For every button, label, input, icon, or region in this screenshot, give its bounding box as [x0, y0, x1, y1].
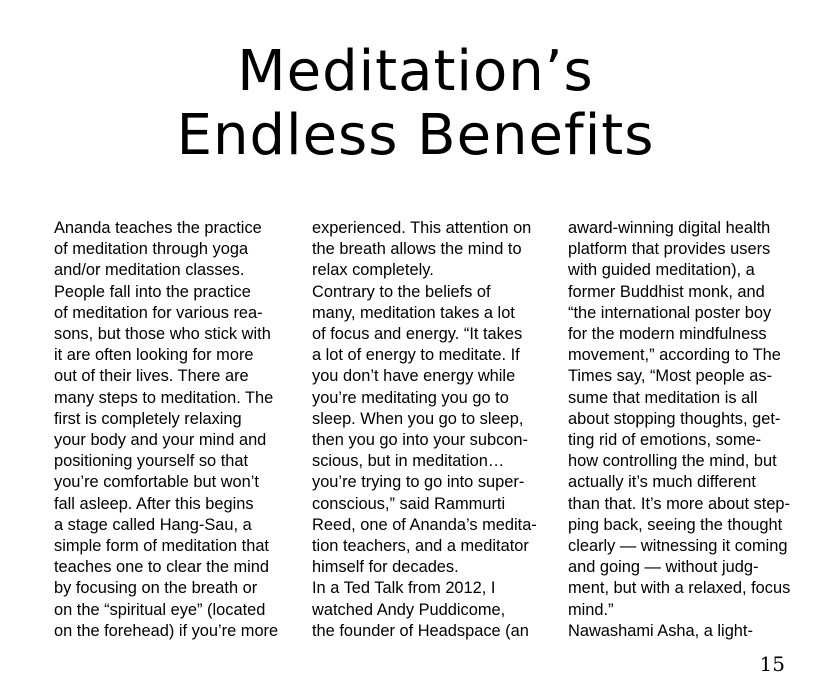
page-number: 15	[759, 652, 785, 676]
text-line: relax completely.	[312, 261, 434, 280]
article-column-3	[568, 218, 790, 642]
headline-line-2: Endless Benefits	[176, 103, 655, 168]
text-line: many, meditation takes a lot	[312, 303, 515, 322]
text-line: first is completely relaxing	[54, 409, 242, 428]
text-line: platform that provides users	[568, 240, 771, 259]
text-line: on the forehead) if you’re more	[54, 621, 279, 640]
text-line: with guided meditation), a	[568, 261, 755, 280]
text-line: the breath allows the mind to	[312, 240, 522, 259]
text-line: and going — without judg-	[568, 558, 759, 577]
text-line: experienced. This attention on	[312, 219, 532, 237]
article-column-1	[54, 218, 278, 642]
text-line: many steps to meditation. The	[54, 388, 274, 407]
text-line: positioning yourself so that	[54, 452, 249, 471]
text-line: People fall into the practice	[54, 282, 251, 301]
text-line: tion teachers, and a meditator	[312, 537, 529, 556]
text-line: ment, but with a relaxed, focus	[568, 579, 791, 598]
text-line: you don’t have energy while	[312, 367, 516, 386]
text-line: award-winning digital health	[568, 219, 771, 237]
text-line: of meditation through yoga	[54, 240, 249, 259]
text-line: Reed, one of Ananda’s medita-	[312, 515, 537, 534]
text-line: watched Andy Puddicome,	[312, 600, 506, 619]
text-line: Nawashami Asha, a light-	[568, 621, 753, 640]
text-line: sleep. When you go to sleep,	[312, 409, 524, 428]
text-line: than that. It’s more about step-	[568, 494, 791, 513]
text-line: you’re trying to go into super-	[312, 473, 525, 492]
text-line: Times say, “Most people as-	[568, 367, 773, 386]
text-line: you’re meditating you go to	[312, 388, 509, 407]
text-line: scious, but in meditation…	[312, 452, 505, 471]
text-line: you’re comfortable but won’t	[54, 473, 259, 492]
text-line: movement,” according to The	[568, 346, 781, 365]
article-headline	[0, 40, 831, 168]
text-line: a lot of energy to meditate. If	[312, 346, 520, 365]
text-line: of meditation for various rea-	[54, 303, 263, 322]
text-line: on the “spiritual eye” (located	[54, 600, 266, 619]
article-column-2	[312, 218, 537, 642]
text-line: former Buddhist monk, and	[568, 282, 765, 301]
text-line: In a Ted Talk from 2012, I	[312, 579, 496, 598]
text-line: simple form of meditation that	[54, 537, 269, 556]
text-line: teaches one to clear the mind	[54, 558, 270, 577]
text-line: for the modern mindfulness	[568, 325, 767, 344]
text-line: your body and your mind and	[54, 431, 267, 450]
text-line: himself for decades.	[312, 558, 459, 577]
headline-line-1: Meditation’s	[237, 39, 594, 104]
text-line: mind.”	[568, 600, 614, 619]
text-line: a stage called Hang-Sau, a	[54, 515, 252, 534]
text-line: fall asleep. After this begins	[54, 494, 254, 513]
text-line: sons, but those who stick with	[54, 325, 271, 344]
text-line: Ananda teaches the practice	[54, 219, 262, 237]
text-line: about stopping thoughts, get-	[568, 409, 781, 428]
text-line: conscious,” said Rammurti	[312, 494, 506, 513]
text-line: and/or meditation classes.	[54, 261, 245, 280]
text-line: sume that meditation is all	[568, 388, 758, 407]
text-line: how controlling the mind, but	[568, 452, 777, 471]
text-line: clearly — witnessing it coming	[568, 537, 788, 556]
text-line: ting rid of emotions, some-	[568, 431, 762, 450]
text-line: “the international poster boy	[568, 303, 772, 322]
text-line: actually it’s much different	[568, 473, 756, 492]
text-line: Contrary to the beliefs of	[312, 282, 491, 301]
text-line: out of their lives. There are	[54, 367, 249, 386]
text-line: then you go into your subcon-	[312, 431, 528, 450]
text-line: ping back, seeing the thought	[568, 515, 783, 534]
text-line: it are often looking for more	[54, 346, 254, 365]
text-line: by focusing on the breath or	[54, 579, 258, 598]
text-line: of focus and energy. “It takes	[312, 325, 523, 344]
text-line: the founder of Headspace (an	[312, 621, 529, 640]
